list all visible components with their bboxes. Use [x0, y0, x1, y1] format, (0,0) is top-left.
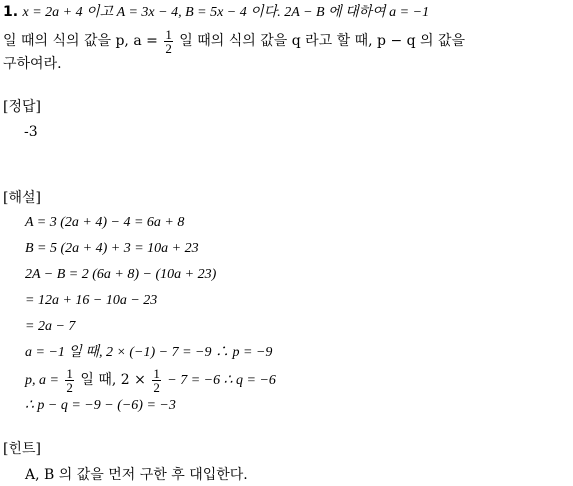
solution-step-7-pre: p, a =: [25, 373, 59, 388]
question-line-1: [3, 2, 429, 23]
solution-step-2: B = 5 (2a + 4) + 3 = 10a + 23: [25, 241, 199, 256]
solution-header: [해설]: [3, 190, 41, 206]
solution-step-7: [25, 366, 276, 395]
solution-step-5: = 2a − 7: [25, 319, 76, 334]
answer-header: [정답]: [3, 99, 41, 115]
question-fraction: $\frac{1}{2}$: [165, 26, 172, 56]
question-text-2b: 일 때의 식의 값을 q 라고 할 때, p − q 의 값을: [179, 33, 466, 49]
question-line-2: [3, 27, 465, 55]
question-text-3: 구하여라.: [3, 56, 62, 72]
question-text-2a: 일 때의 식의 값을 p, a =: [3, 33, 158, 49]
solution-fraction-2: $\frac{1}{2}$: [153, 365, 160, 395]
solution-step-8: ∴ p − q = −9 − (−6) = −3: [25, 398, 176, 413]
solution-step-4: = 12a + 16 − 10a − 23: [25, 293, 158, 308]
hint-header: [힌트]: [3, 441, 41, 457]
question-number: 1.: [3, 4, 19, 20]
solution-step-1: A = 3 (2a + 4) − 4 = 6a + 8: [25, 215, 185, 230]
answer-value: -3: [24, 124, 38, 140]
question-text-1: x = 2a + 4 이고 A = 3x − 4, B = 5x − 4 이다. 2A − B 에 대하여 a = −1: [22, 5, 430, 20]
solution-fraction-1: $\frac{1}{2}$: [66, 365, 73, 395]
solution-step-6: a = −1 일 때, 2 × (−1) − 7 = −9 ∴ p = −9: [25, 345, 273, 360]
solution-step-7-mid: 일 때, 2 ×: [80, 372, 146, 388]
solution-step-3: 2A − B = 2 (6a + 8) − (10a + 23): [25, 267, 217, 282]
solution-step-7-post: − 7 = −6 ∴ q = −6: [167, 373, 276, 388]
hint-text: A, B 의 값을 먼저 구한 후 대입한다.: [25, 467, 248, 483]
